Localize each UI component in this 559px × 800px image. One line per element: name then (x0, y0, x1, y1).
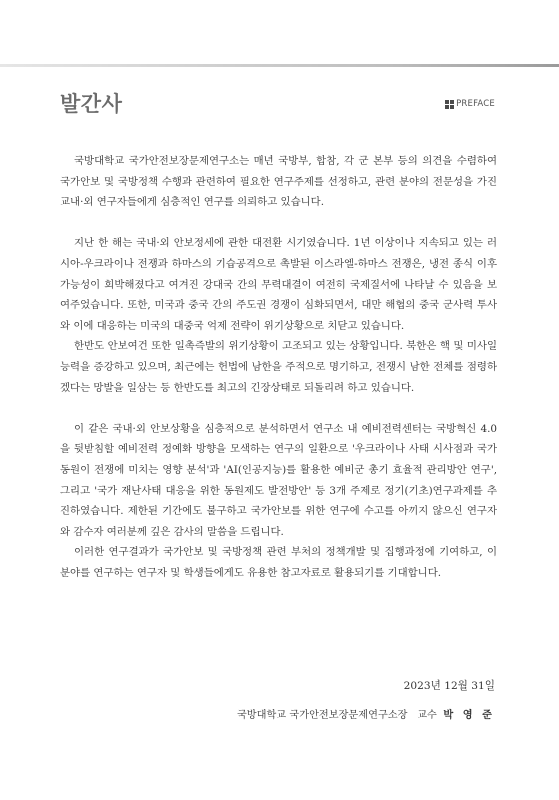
signature-date: 2023년 12월 31일 (403, 680, 495, 692)
paragraph-closing: 이러한 연구결과가 국가안보 및 국방정책 관련 부처의 정책개발 및 집행과정에 기여하고, 이 분야를 연구하는 연구자 및 학생들에게도 유용한 참고자료로 활용되기를 기대합니다. (60, 546, 497, 579)
header-rule (0, 64, 559, 67)
paragraph-intro: 국방대학교 국가안전보장문제연구소는 매년 국방부, 합참, 각 군 본부 등의 의견을 수렴하여 국가안보 및 국방정책 수행과 관련하여 필요한 연구주제를 선정하고, 관련 분야의 전문성을 가진 교내·외 연구자들에게 심층적인 연구를 의뢰하고 있습니다. (60, 155, 497, 209)
paragraph-korean-peninsula: 한반도 안보여건 또한 일촉즉발의 위기상황이 고조되고 있는 상황입니다. 북한은 핵 및 미사일 능력을 증강하고 있으며, 최근에는 헌법에 남한을 주적으로 명기하고, 전쟁시 남한 전체를 점령하겠다는 망발을 일삼는 등 한반도를 최고의 긴장상태로 되돌리려 하고 있습니다. (60, 340, 497, 394)
paragraph-research-projects: 이 같은 국내·외 안보상황을 심층적으로 분석하면서 연구소 내 예비전력센터는 국방혁신 4.0을 뒷받침할 예비전력 정예화 방향을 모색하는 연구의 일환으로 '우크라이나 사태 시사점과 국가동원이 전쟁에 미치는 영향 분석'과 'AI(인공지능)를 활용한 예비군 총기 효율적 관리방안 연구', 그리고 '국가 재난사태 대응을 위한 동원제도 발전방안' 등 3개 주제로 정기(기초)연구과제를 추진하였습니다. 제한된 기간에도 불구하고 국가안보를 위한 연구에 수고를 아끼지 않으신 연구자 와 감수자 여러분께 깊은 감사의 말씀을 드립니다. (60, 422, 497, 538)
signature-rank: 교수 (417, 710, 437, 721)
signature-name: 박 영 준 (443, 709, 495, 721)
signature-line (237, 706, 495, 721)
signature-org-title: 국방대학교 국가안전보장문제연구소장 (236, 710, 408, 721)
grid-icon (445, 100, 454, 109)
preface-body (60, 151, 497, 583)
preface-tag (445, 99, 495, 109)
paragraph-global-situation: 지난 한 해는 국내·외 안보정세에 관한 대전환 시기였습니다. 1년 이상이나 지속되고 있는 러시아-우크라이나 전쟁과 하마스의 기습공격으로 촉발된 이스라엘-하마스 전쟁은, 냉전 종식 이후 가능성이 희박해졌다고 여겨진 강대국 간의 무력대결이 여전히 국제질서에 나타날 수 있음을 보여주었습니다. 또한, 미국과 중국 간의 주도권 경쟁이 심화되면서, 대만 해협의 중국 군사력 투사와 이에 대응하는 미국의 대중국 억제 전략이 위기상황으로 치닫고 있습니다. (60, 237, 497, 332)
preface-label: PREFACE (456, 99, 495, 109)
page-title: 발간사 (60, 92, 123, 116)
